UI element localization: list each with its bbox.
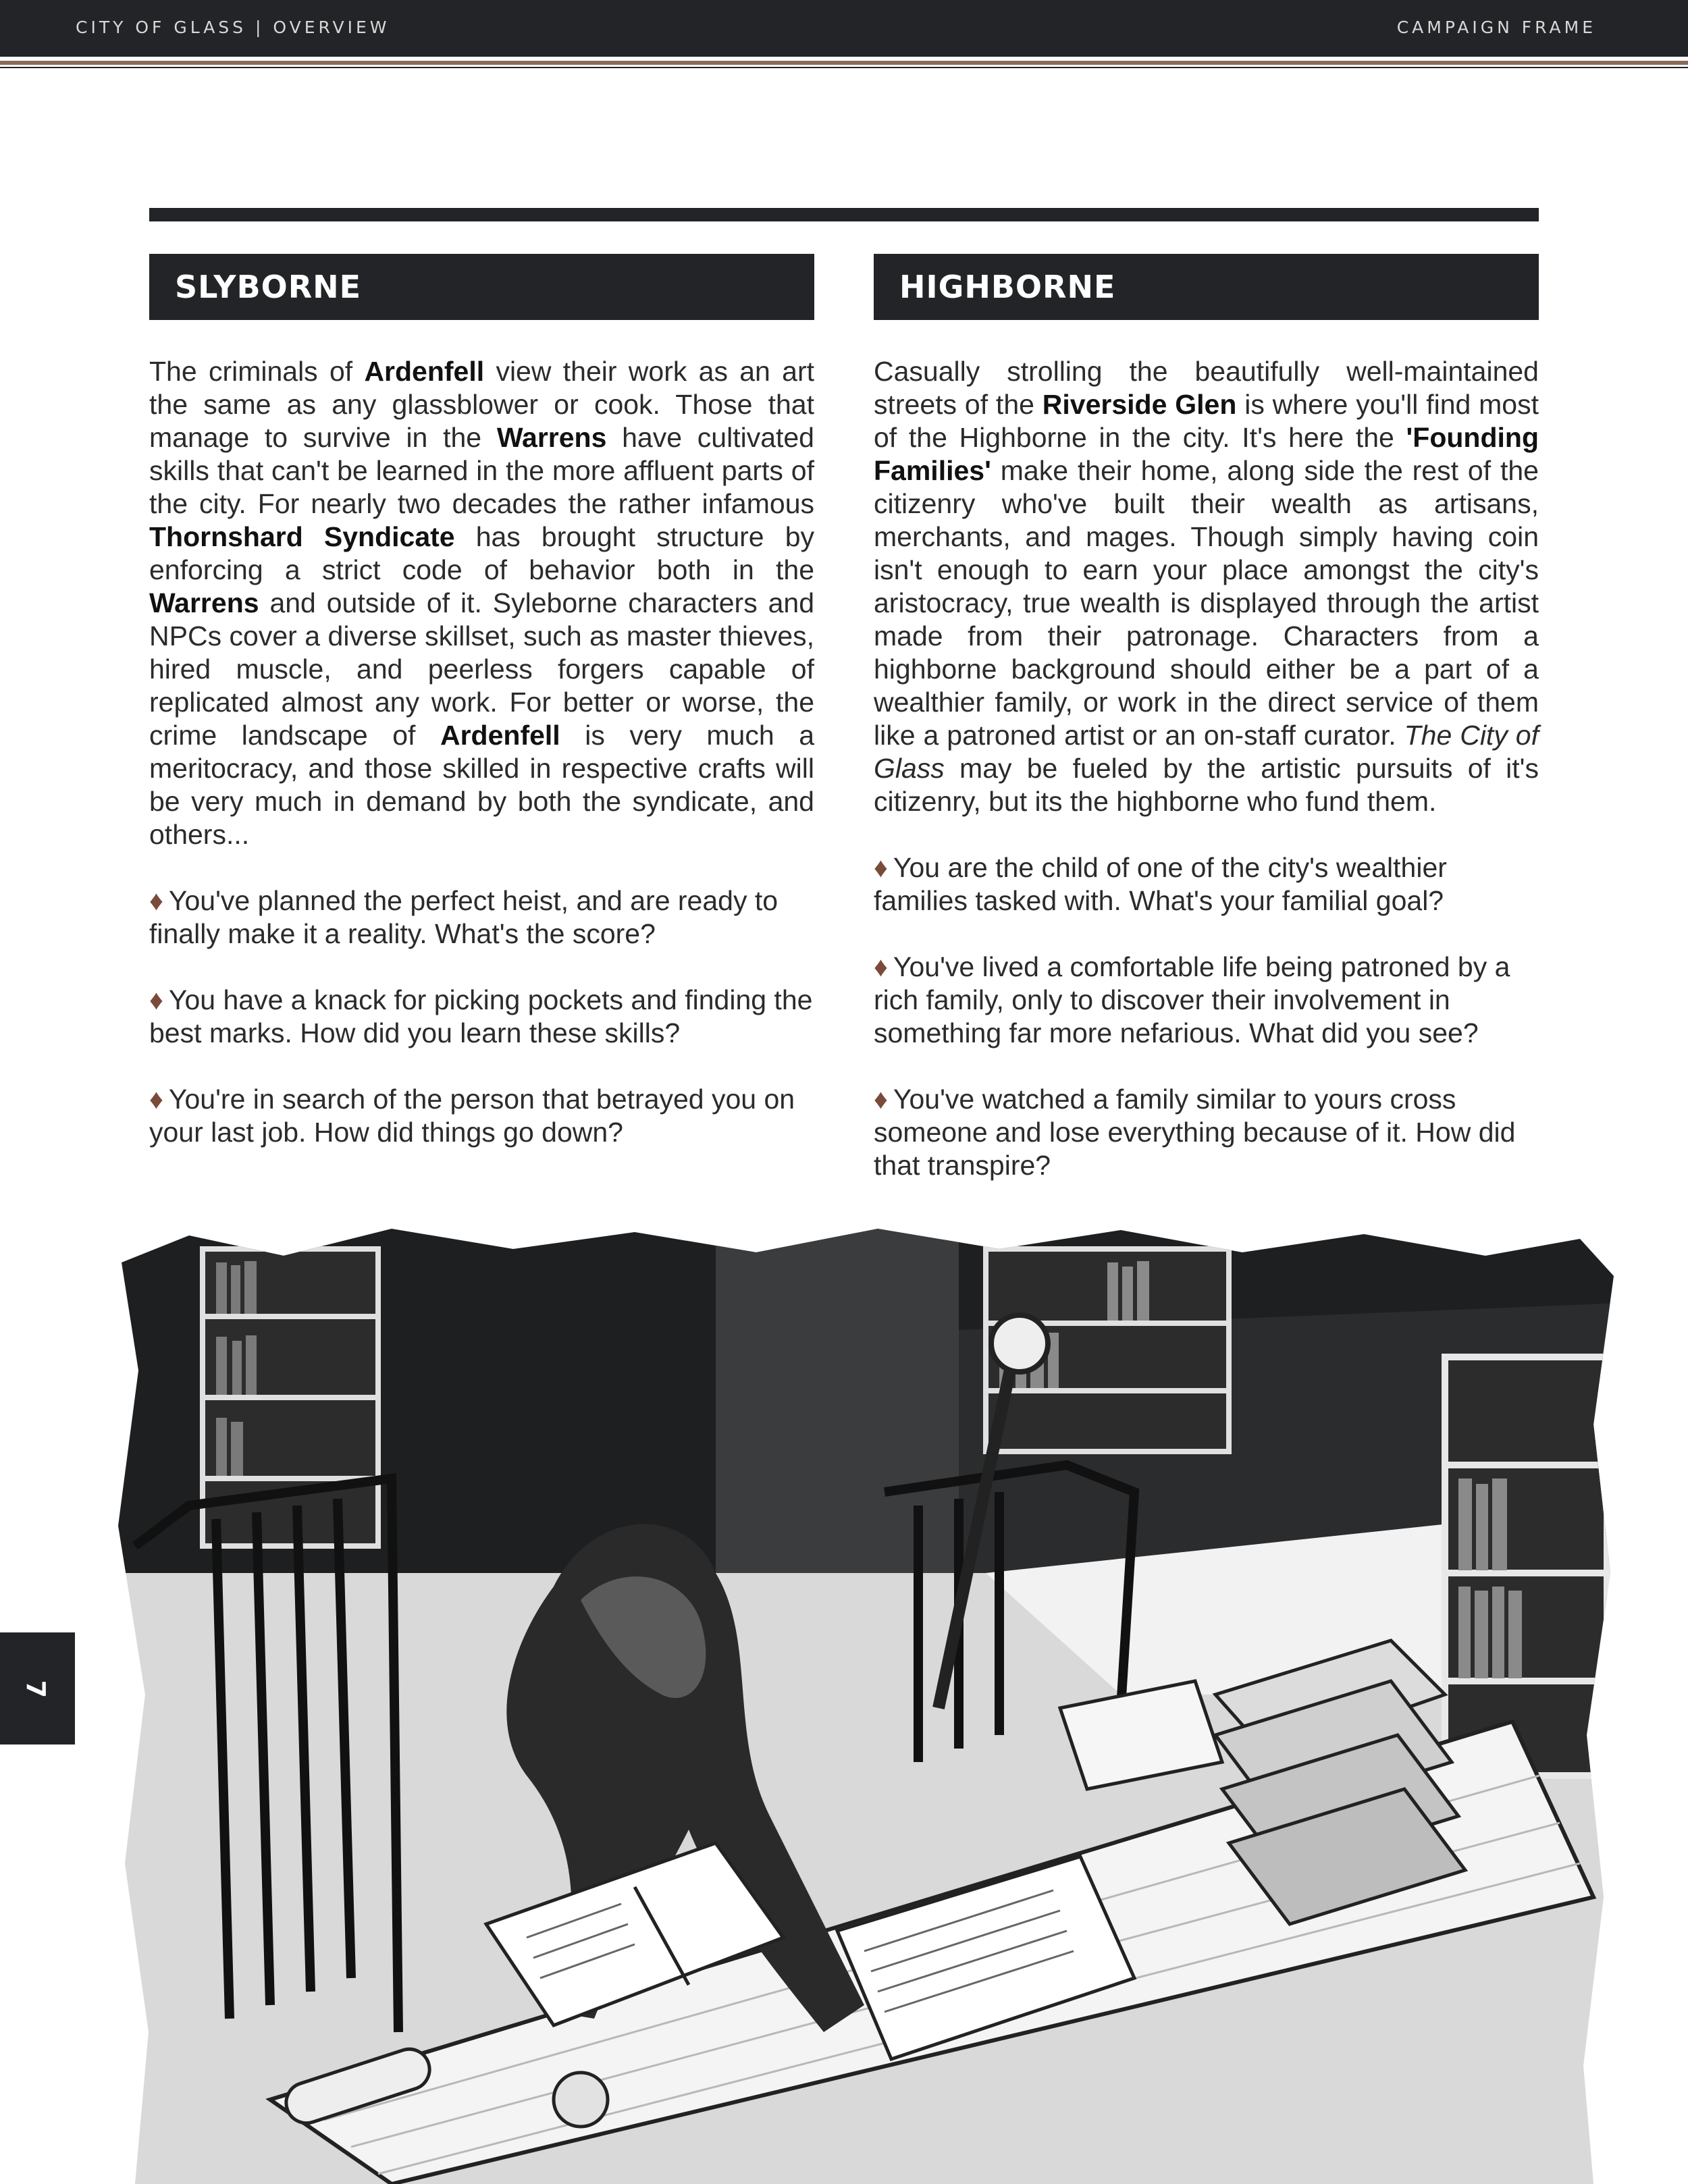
prompt-text: You are the child of one of the city's wealthier families tasked with. What's your familial goal? xyxy=(874,852,1447,916)
bold-term: Warrens xyxy=(496,422,607,453)
text-run: Casually strolling the beautifully well-maintained streets of the xyxy=(874,356,1539,420)
bold-term: 'Founding Families' xyxy=(874,422,1539,486)
diamond-bullet-icon: ♦ xyxy=(874,1084,888,1115)
prompt-item xyxy=(149,984,814,1050)
italic-title: The City of Glass xyxy=(874,720,1539,784)
section-divider xyxy=(149,208,1539,221)
page-number: 7 xyxy=(21,1680,51,1699)
highborne-column xyxy=(874,254,1539,1182)
prompt-text: You've lived a comfortable life being patroned by a rich family, only to discover their involvement in something far more nefarious. What did you see? xyxy=(874,951,1510,1048)
diamond-bullet-icon: ♦ xyxy=(874,951,888,982)
diamond-bullet-icon: ♦ xyxy=(149,984,163,1015)
bold-term: Thornshard Syndicate xyxy=(149,521,455,552)
prompt-text: You have a knack for picking pockets and finding the best marks. How did you learn these skills? xyxy=(149,984,813,1048)
text-run: is where you'll find most of the Highborne in the city. It's here the xyxy=(874,389,1539,453)
slyborne-description xyxy=(149,355,814,851)
text-run: is very much a meritocracy, and those skilled in respective crafts will be very much in demand by both the syndicate, and others... xyxy=(149,720,814,850)
text-run: may be fueled by the artistic pursuits of it's citizenry, but its the highborne who fund them. xyxy=(874,753,1539,817)
highborne-prompts xyxy=(874,851,1539,1182)
highborne-description xyxy=(874,355,1539,818)
prompt-item xyxy=(874,1083,1539,1182)
diamond-bullet-icon: ♦ xyxy=(874,852,888,883)
header-thin-rule xyxy=(0,67,1688,68)
bold-term: Riverside Glen xyxy=(1042,389,1237,420)
header-accent-rule xyxy=(0,61,1688,65)
prompt-text: You're in search of the person that betrayed you on your last job. How did things go down? xyxy=(149,1084,795,1148)
text-run: has brought structure by enforcing a strict code of behavior both in the xyxy=(149,521,814,585)
slyborne-prompts xyxy=(149,884,814,1149)
text-run: view their work as an art the same as any glassblower or cook. Those that manage to survive in the xyxy=(149,356,814,453)
header-section-title: CITY OF GLASS | OVERVIEW xyxy=(76,18,390,37)
running-header xyxy=(0,0,1688,57)
header-chapter-title: CAMPAIGN FRAME xyxy=(1396,18,1596,37)
library-scholar-illustration xyxy=(108,1222,1620,2184)
highborne-heading: HIGHBORNE xyxy=(874,254,1539,320)
text-run: and outside of it. Syleborne characters and NPCs cover a diverse skillset, such as master thieves, hired muscle, and peerless forgers capable of replicated almost any work. For better or worse, the crime landscape of xyxy=(149,587,814,751)
slyborne-column xyxy=(149,254,814,1149)
diamond-bullet-icon: ♦ xyxy=(149,1084,163,1115)
bold-term: Warrens xyxy=(149,587,259,618)
text-run: have cultivated skills that can't be learned in the more affluent parts of the city. For nearly two decades the rather infamous xyxy=(149,422,814,519)
prompt-item xyxy=(874,951,1539,1050)
page-number-tab xyxy=(0,1632,75,1744)
bold-term: Ardenfell xyxy=(364,356,485,387)
bold-term: Ardenfell xyxy=(440,720,560,751)
slyborne-heading: SLYBORNE xyxy=(149,254,814,320)
text-run: The criminals of xyxy=(149,356,365,387)
prompt-text: You've planned the perfect heist, and are ready to finally make it a reality. What's the score? xyxy=(149,885,779,949)
text-run: make their home, along side the rest of the citizenry who've built their wealth as artisans, merchants, and mages. Though simply having coin isn't enough to earn your place amongst the city's aristocracy, true wealth is displayed through the artist made from their patronage. Characters from a highborne background should either be a part of a wealthier family, or work in the direct service of them like a patroned artist or an on-staff curator. xyxy=(874,455,1539,751)
diamond-bullet-icon: ♦ xyxy=(149,885,163,916)
prompt-item xyxy=(149,1083,814,1149)
prompt-item xyxy=(149,884,814,951)
prompt-text: You've watched a family similar to yours cross someone and lose everything because of it. How did that transpire? xyxy=(874,1084,1516,1181)
prompt-item xyxy=(874,851,1539,917)
